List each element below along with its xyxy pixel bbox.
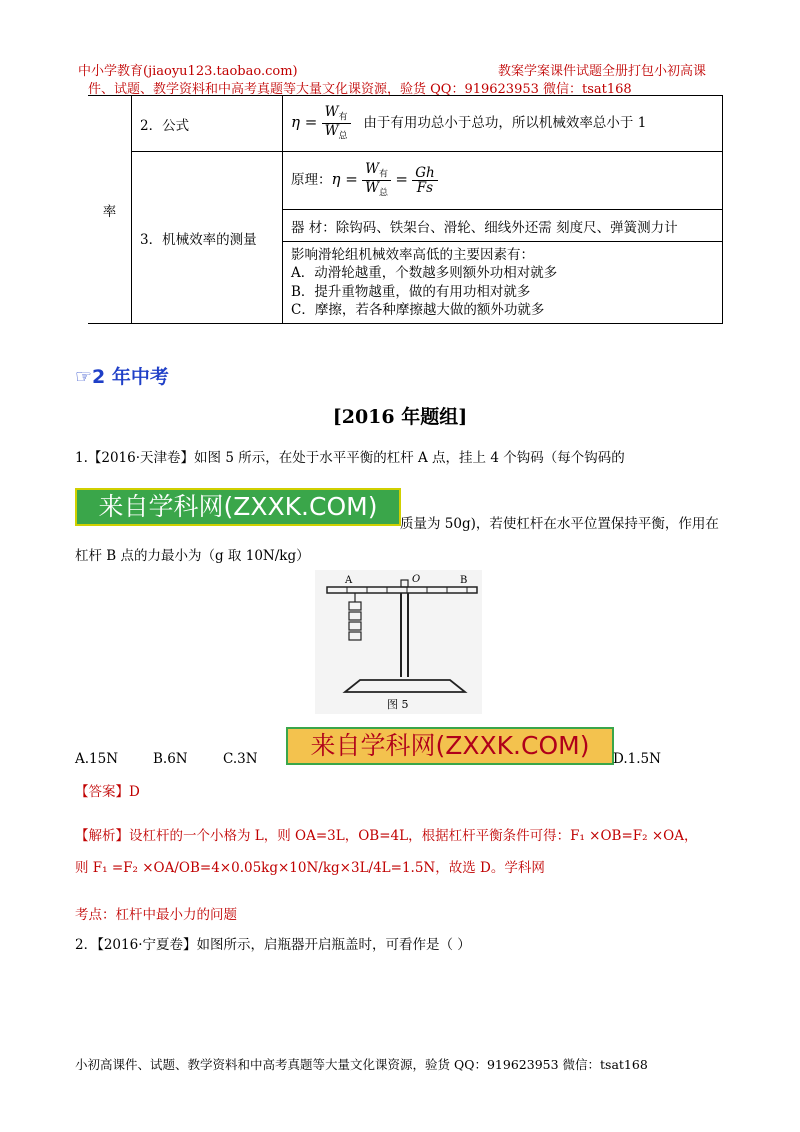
row-measure-label: 3．机械效率的测量 [132, 152, 283, 324]
label-a: A [345, 575, 353, 586]
header-line2: 件、试题、教学资料和中高考真题等大量文化课资源，验货 QQ：919623953 微信：tsat168 [88, 82, 632, 97]
q1-line1: 1.【2016·天津卷】如图 5 所示，在处于水平平衡的杠杆 A 点，挂上 4 个钩码（每个钩码的 [75, 450, 625, 466]
efficiency-fraction: $\frac{W_有}{W_总}$ [322, 105, 351, 142]
watermark-banner: 来自学科网(ZXXK.COM) [286, 727, 614, 765]
header-left: 中小学教育(jiaoyu123.taobao.com) [78, 64, 298, 79]
factor-item: B．提升重物越重，做的有用功相对就多 [291, 283, 531, 300]
option-a: A.15N [75, 751, 119, 767]
factor-item: C．摩擦，若各种摩擦越大做的额外功就多 [291, 301, 545, 318]
section-heading: ☞2 年中考 [75, 366, 169, 388]
figure-caption: 图 5 [387, 698, 409, 711]
analysis-line2: 则 F₁ =F₂ ×OA/OB=4×0.05kg×10N/kg×3L/4L=1.5N，故选 D。学科网 [75, 860, 545, 876]
factor-item: A．动滑轮越重，个数越多则额外功相对就多 [291, 265, 558, 282]
analysis-line1: 【解析】设杠杆的一个小格为 L，则 OA=3L，OB=4L，根据杠杆平衡条件可得：F₁ ×OB=F₂ ×OA， [75, 828, 698, 844]
equipment-cell: 器 材：除钩码、铁架台、滑轮、细线外还需 刻度尺、弹簧测力计 [283, 210, 723, 242]
header-right: 教案学案课件试题全册打包小初高课 [498, 64, 707, 79]
principle-cell: 原理：η = $\frac{W_有}{W_总}$ = $\frac{Gh}{Fs}$ [283, 152, 723, 210]
option-d: D.1.5N [613, 751, 661, 767]
q1-line3: 杠杆 B 点的力最小为（g 取 10N/kg） [75, 548, 310, 564]
lever-diagram [315, 570, 482, 714]
row-formula-label: 2．公式 [132, 96, 283, 152]
answer: 【答案】D [75, 784, 140, 800]
label-o: O [412, 574, 421, 585]
factors-cell [283, 242, 723, 324]
group-title: [2016 年题组] [332, 406, 468, 428]
lever-figure [315, 570, 482, 714]
option-b: B.6N [153, 751, 188, 767]
factors-title: 影响滑轮组机械效率高低的主要因素有： [291, 247, 534, 264]
formula-note: 由于有用功总小于总功，所以机械效率总小于 1 [363, 115, 647, 131]
eta-symbol: η = [291, 113, 318, 131]
row-formula-cell [283, 96, 723, 152]
watermark-banner: 来自学科网(ZXXK.COM) [75, 488, 401, 526]
table-row-head: 率 [88, 96, 132, 324]
option-c: C.3N [223, 751, 258, 767]
kaodian: 考点：杠杆中最小力的问题 [75, 907, 237, 923]
footer: 小初高课件、试题、教学资料和中高考真题等大量文化课资源，验货 QQ：919623953 微信：tsat168 [75, 1057, 648, 1072]
q2-line1: 2．【2016·宁夏卷】如图所示，启瓶器开启瓶盖时，可看作是（ ） [75, 937, 471, 953]
label-b: B [460, 575, 468, 586]
q1-line2: 质量为 50g)，若使杠杆在水平位置保持平衡，作用在 [400, 516, 719, 532]
efficiency-table [88, 95, 723, 324]
